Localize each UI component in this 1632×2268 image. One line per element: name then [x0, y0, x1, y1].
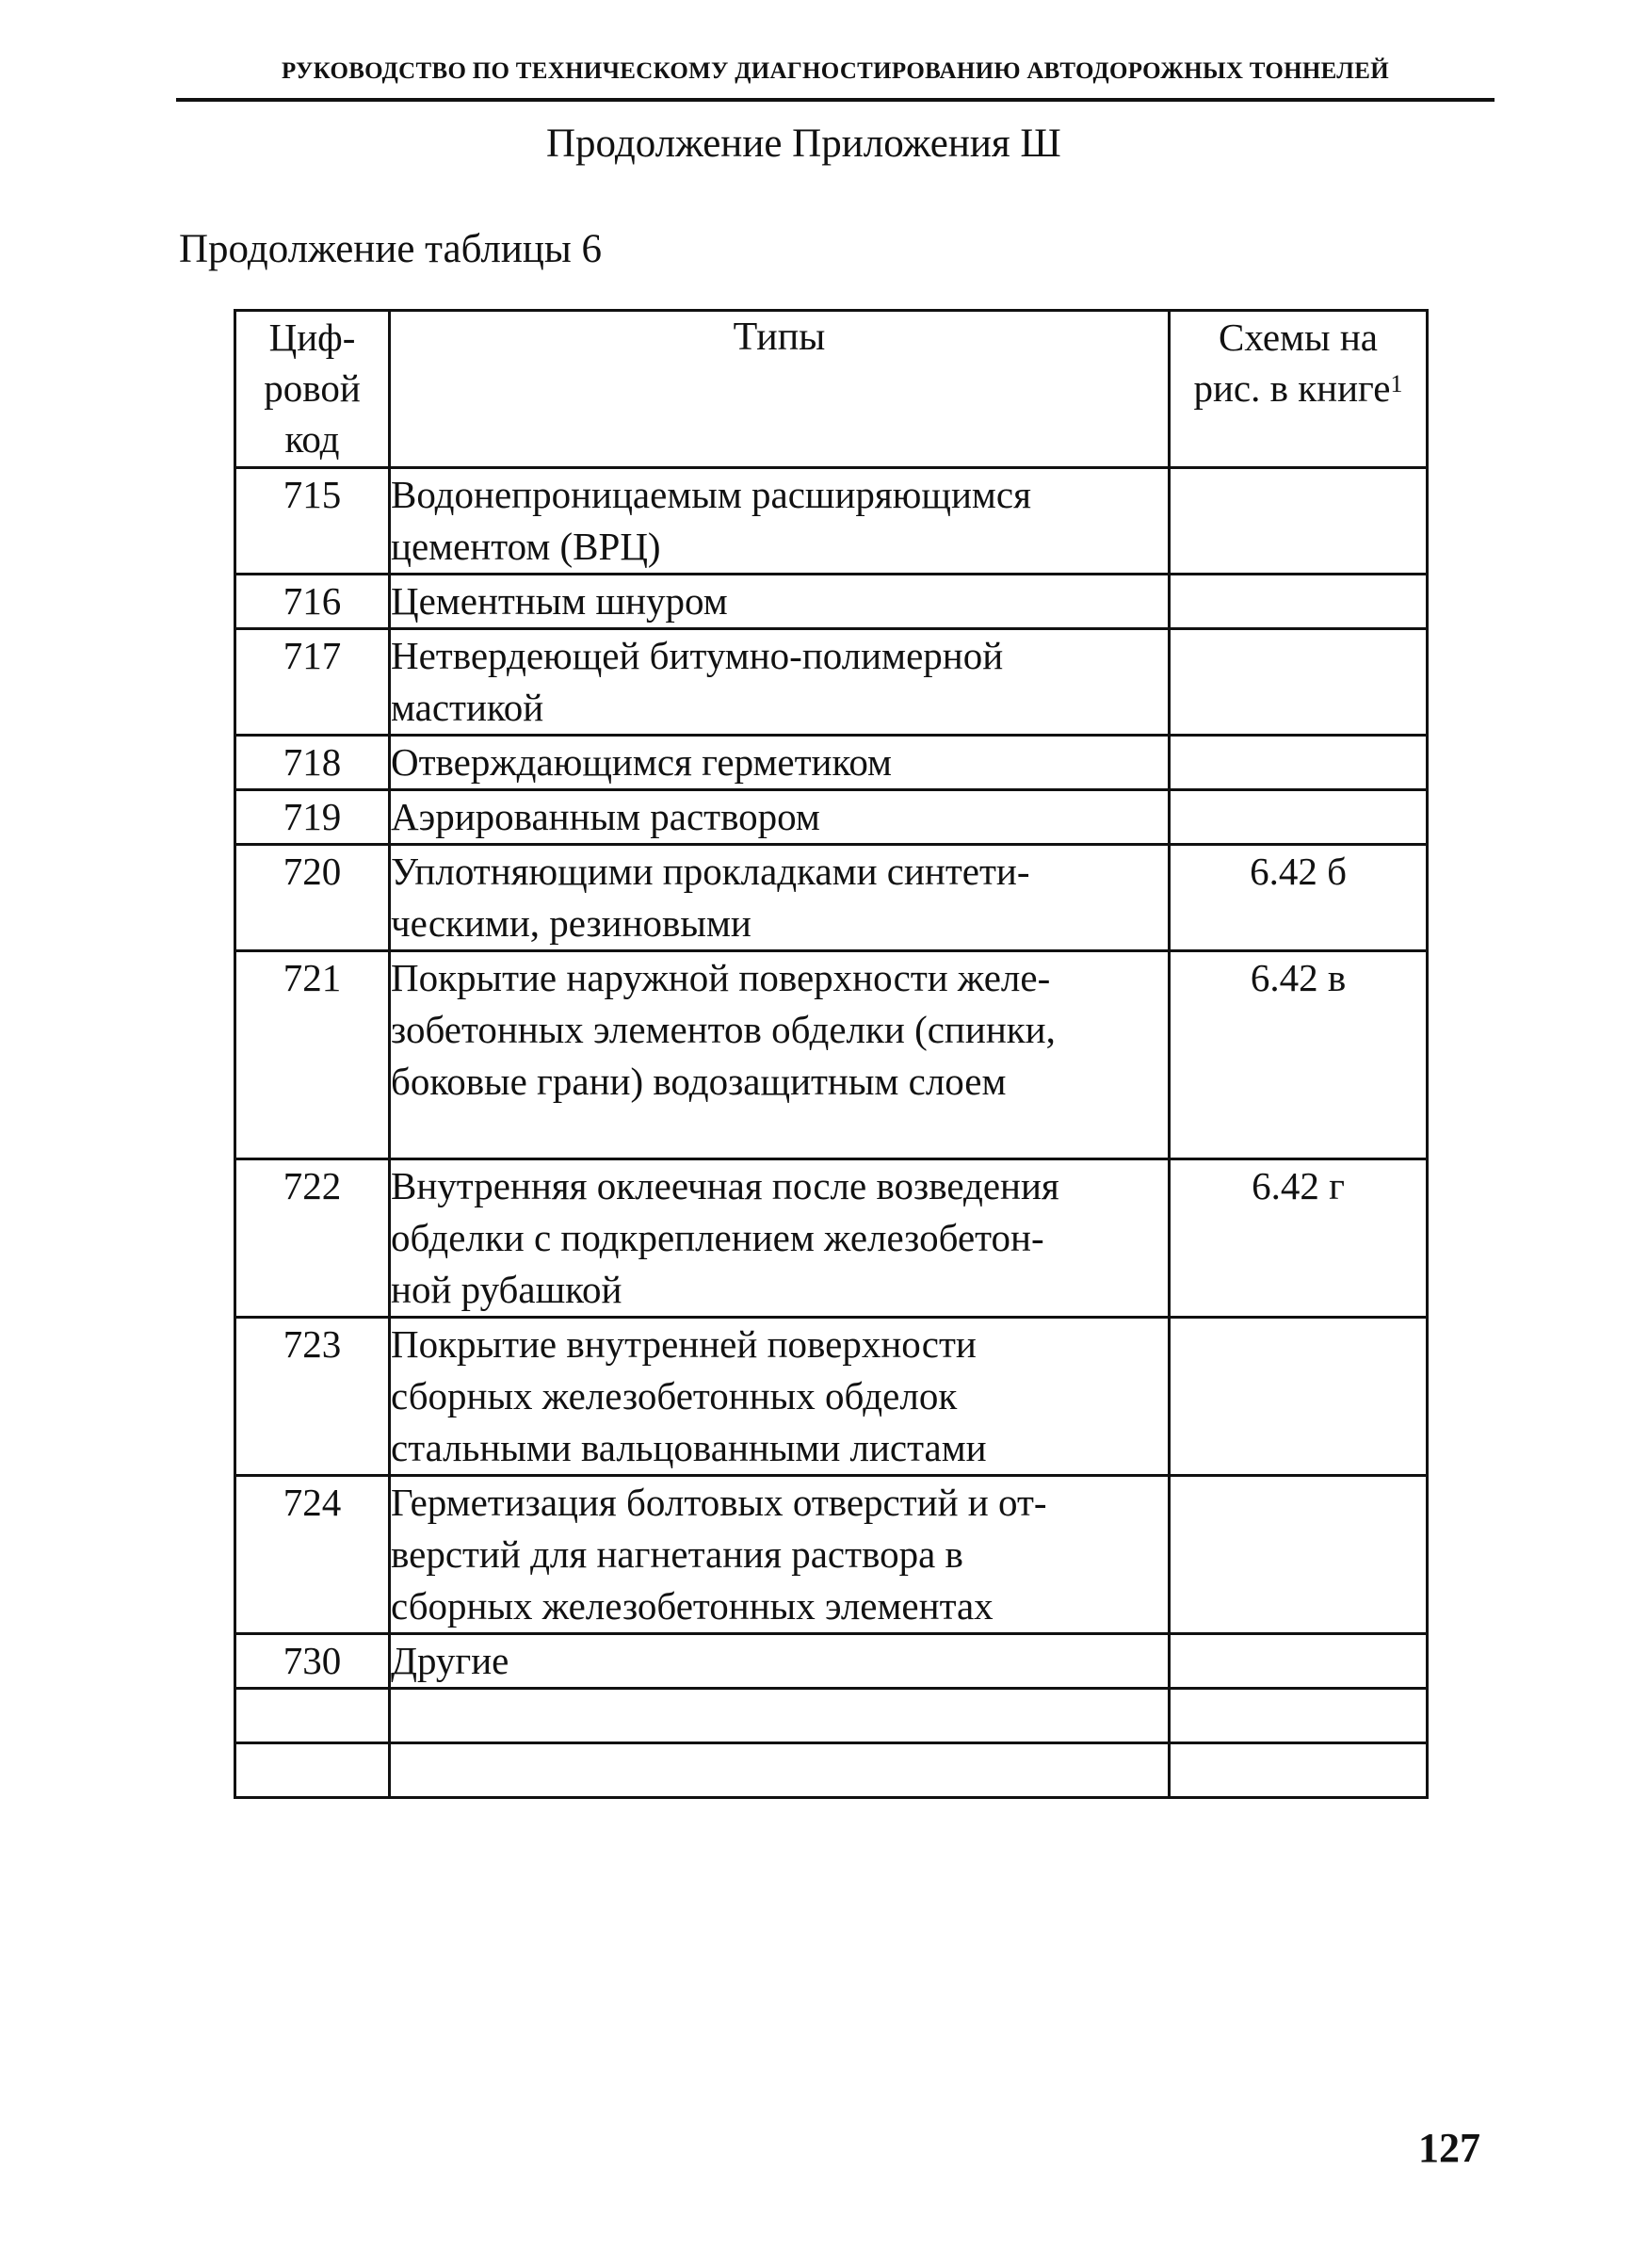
code-cell: 724 — [235, 1476, 390, 1634]
table-row — [235, 1634, 1428, 1689]
figure-cell — [1170, 1318, 1428, 1476]
table-row — [235, 790, 1428, 845]
code-cell: 720 — [235, 845, 390, 951]
type-cell — [390, 468, 1170, 575]
types-table — [234, 309, 1429, 1799]
table-row — [235, 1476, 1428, 1634]
type-cell — [390, 1476, 1170, 1634]
type-line: Уплотняющими прокладками синтети- — [391, 850, 1030, 893]
type-line: стальными вальцованными листами — [391, 1426, 987, 1469]
type-line: Покрытие наружной поверхности желе- — [391, 956, 1051, 999]
code-cell: 730 — [235, 1634, 390, 1689]
figure-cell — [1170, 1476, 1428, 1634]
type-line: верстий для нагнетания раствора в — [391, 1532, 963, 1576]
type-line: мастикой — [391, 686, 544, 729]
header-code-line: Циф- — [268, 316, 356, 359]
header-fig-line: рис. в книге — [1193, 366, 1391, 410]
type-line: Отверждающимся герметиком — [391, 740, 892, 784]
table-row — [235, 575, 1428, 629]
figure-cell — [1170, 468, 1428, 575]
type-line: Цементным шнуром — [391, 579, 728, 623]
type-line: Внутренняя оклеечная после возведения — [391, 1164, 1059, 1207]
table-row — [235, 468, 1428, 575]
header-code — [235, 311, 390, 468]
type-line: боковые грани) водозащитным слоем — [391, 1060, 1007, 1103]
empty-cell — [235, 1743, 390, 1798]
code-cell: 715 — [235, 468, 390, 575]
empty-cell — [390, 1743, 1170, 1798]
table-row — [235, 845, 1428, 951]
type-line: зобетонных элементов обделки (спинки, — [391, 1008, 1056, 1051]
header-fig-line: Схемы на — [1219, 316, 1378, 359]
appendix-title: Продолжение Приложения Ш — [546, 122, 1061, 166]
code-cell: 722 — [235, 1159, 390, 1318]
type-line: Водонепроницаемым расширяющимся — [391, 473, 1031, 516]
type-cell — [390, 1318, 1170, 1476]
figure-cell — [1170, 790, 1428, 845]
table-row — [235, 951, 1428, 1159]
type-line: Другие — [391, 1639, 509, 1682]
type-line: цементом (ВРЦ) — [391, 525, 661, 568]
figure-cell — [1170, 1634, 1428, 1689]
table-header-row — [235, 311, 1428, 468]
header-code-line: ровой — [264, 366, 361, 410]
type-cell — [390, 1159, 1170, 1318]
empty-cell — [1170, 1689, 1428, 1743]
empty-row — [235, 1689, 1428, 1743]
empty-cell — [1170, 1743, 1428, 1798]
code-cell: 719 — [235, 790, 390, 845]
table-row — [235, 1318, 1428, 1476]
type-cell — [390, 790, 1170, 845]
footnote-mark: 1 — [1390, 370, 1403, 397]
running-header: РУКОВОДСТВО ПО ТЕХНИЧЕСКОМУ ДИАГНОСТИРОВАНИЮ АВТОДОРОЖНЫХ ТОННЕЛЕЙ — [282, 58, 1389, 84]
figure-cell — [1170, 736, 1428, 790]
code-cell: 721 — [235, 951, 390, 1159]
figure-cell — [1170, 575, 1428, 629]
table-row — [235, 629, 1428, 736]
table-caption: Продолжение таблицы 6 — [179, 227, 603, 271]
type-line: Аэрированным раствором — [391, 795, 820, 838]
code-cell: 716 — [235, 575, 390, 629]
table-row — [235, 736, 1428, 790]
header-rule — [176, 98, 1495, 102]
header-figures — [1170, 311, 1428, 468]
table-row — [235, 1159, 1428, 1318]
header-types: Типы — [390, 311, 1170, 468]
figure-cell: 6.42 г — [1170, 1159, 1428, 1318]
type-cell — [390, 951, 1170, 1159]
figure-cell: 6.42 в — [1170, 951, 1428, 1159]
code-cell: 723 — [235, 1318, 390, 1476]
figure-cell — [1170, 629, 1428, 736]
figure-cell: 6.42 б — [1170, 845, 1428, 951]
empty-row — [235, 1743, 1428, 1798]
code-cell: 717 — [235, 629, 390, 736]
type-cell — [390, 736, 1170, 790]
empty-cell — [390, 1689, 1170, 1743]
type-line: Покрытие внутренней поверхности — [391, 1322, 977, 1366]
type-line: ческими, резиновыми — [391, 901, 751, 945]
type-cell — [390, 575, 1170, 629]
type-line: Нетвердеющей битумно-полимерной — [391, 634, 1004, 677]
code-cell: 718 — [235, 736, 390, 790]
type-line: ной рубашкой — [391, 1268, 622, 1311]
empty-cell — [235, 1689, 390, 1743]
type-cell — [390, 1634, 1170, 1689]
type-cell — [390, 629, 1170, 736]
type-cell — [390, 845, 1170, 951]
type-line: Герметизация болтовых отверстий и от- — [391, 1481, 1047, 1524]
type-line: сборных железобетонных элементах — [391, 1584, 994, 1628]
page-number: 127 — [1418, 2125, 1480, 2171]
header-code-line: код — [284, 417, 340, 461]
type-line: сборных железобетонных обделок — [391, 1374, 958, 1418]
type-line: обделки с подкреплением железобетон- — [391, 1216, 1044, 1259]
